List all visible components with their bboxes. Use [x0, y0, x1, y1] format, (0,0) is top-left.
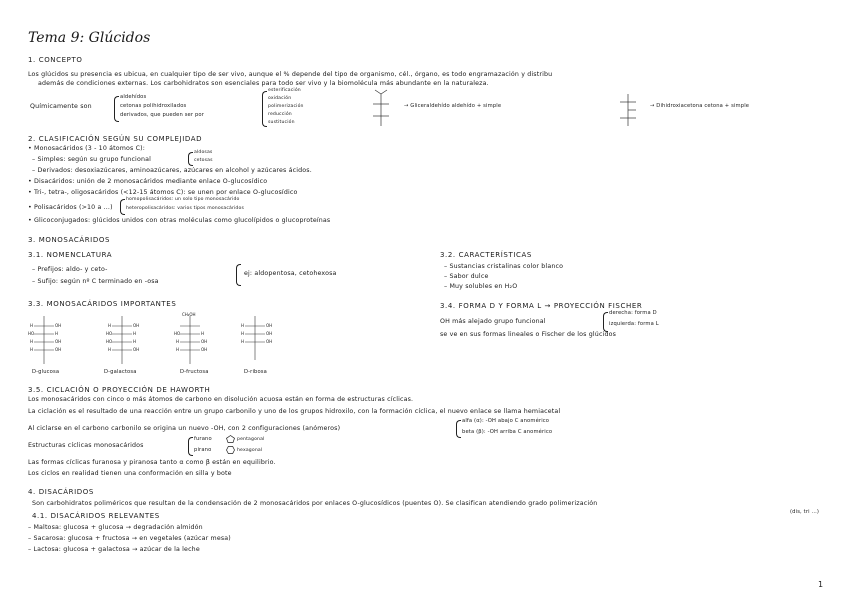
simples-item: cetosas: [194, 158, 213, 163]
clasificacion-line: • Polisacáridos (>10 a ...): [28, 204, 113, 211]
svg-text:OH: OH: [55, 323, 62, 328]
svg-text:OH: OH: [133, 323, 140, 328]
derivado-item: oxidación: [268, 96, 292, 101]
ring-shape-name: pentagonal: [237, 437, 265, 442]
clasificacion-line: – Derivados: desoxiazúcares, aminoazúcares, azúcares en alcohol y azúcares ácidos.: [32, 167, 312, 174]
polisacarido-item: homopolisacáridos: un solo tipo monosacárido: [126, 197, 240, 202]
anomero-item: alfa (α): -OH abajo C anomérico: [462, 418, 550, 424]
quimicamente-item: aldehídos: [120, 94, 147, 100]
svg-text:H: H: [30, 339, 34, 344]
svg-text:H: H: [30, 323, 34, 328]
section-heading-concepto: 1. CONCEPTO: [28, 56, 83, 64]
forma-item: izquierda: forma L: [609, 321, 659, 327]
fischer-structures-drawing: [30, 312, 290, 368]
svg-text:OH: OH: [266, 323, 273, 328]
derivado-item: esterificación: [268, 88, 301, 93]
svg-text:OH: OH: [133, 347, 140, 352]
gliceraldehido-structure-drawing: [365, 92, 397, 128]
gliceraldehido-label: → Gliceraldehído aldehído + simple: [404, 103, 502, 109]
brace: [114, 96, 119, 122]
ciclacion-line: Las formas cíclicas furanosa y piranosa tanto α como β están en equilibrio.: [28, 459, 276, 466]
brace: [603, 312, 608, 332]
monosacarido-label: D-fructosa: [180, 369, 209, 375]
clasificacion-line: – Simples: según su grupo funcional: [32, 156, 152, 163]
ring-type: pirano: [194, 447, 212, 453]
disacaridos-paragraph: Son carbohidratos poliméricos que resultan de la condensación de 2 monosacáridos por enlaces O-glucosídicos (puentes O). Se clasifican atendiendo grado polimerización: [32, 500, 598, 507]
page-title: Tema 9: Glúcidos: [28, 30, 151, 46]
svg-text:HO: HO: [106, 331, 113, 336]
forma-line: se ve en sus formas lineales o Fischer de los glúcidos: [440, 331, 617, 338]
section-heading-disacaridos: 4. DISACÁRIDOS: [28, 488, 94, 496]
clasificacion-line: • Disacáridos: unión de 2 monosacáridos mediante enlace O-glucosídico: [28, 178, 268, 185]
disacarido-item: – Sacarosa: glucosa + fructosa → en vegetales (azúcar mesa): [28, 535, 231, 542]
svg-text:OH: OH: [201, 347, 208, 352]
ring-type: furano: [194, 436, 212, 442]
svg-text:H: H: [241, 323, 245, 328]
monosacarido-label: D-glucosa: [32, 369, 60, 375]
section-heading-clasificacion: 2. CLASIFICACIÓN SEGÚN SU COMPLEJIDAD: [28, 135, 203, 143]
subsection-heading-monosacaridos-importantes: 3.3. MONOSACÁRIDOS IMPORTANTES: [28, 300, 177, 308]
svg-text:H: H: [108, 323, 112, 328]
clasificacion-line: • Monosacáridos (3 - 10 átomos C):: [28, 145, 146, 152]
disacarido-item: – Lactosa: glucosa + galactosa → azúcar de la leche: [28, 546, 200, 553]
svg-text:H: H: [176, 347, 180, 352]
brace: [188, 437, 193, 456]
svg-text:HO: HO: [174, 331, 181, 336]
svg-text:OH: OH: [55, 339, 62, 344]
disacaridos-paragraph-tail: (dis, tri ...): [790, 509, 820, 515]
svg-text:OH: OH: [266, 331, 273, 336]
nomenclatura-example: ej: aldopentosa, cetohexosa: [244, 270, 337, 277]
simples-item: aldosas: [194, 150, 213, 155]
svg-text:H: H: [30, 347, 34, 352]
derivado-item: sustitución: [268, 120, 295, 125]
section-heading-monosacaridos: 3. MONOSACÁRIDOS: [28, 236, 110, 244]
svg-text:OH: OH: [201, 339, 208, 344]
brace: [236, 264, 241, 286]
subsection-heading-forma-d-l: 3.4. FORMA D Y FORMA L → PROYECCIÓN FISCHER: [440, 302, 643, 310]
caracteristica-item: – Muy solubles en H₂O: [444, 283, 518, 290]
disacarido-item: – Maltosa: glucosa + glucosa → degradación almidón: [28, 524, 203, 531]
caracteristica-item: – Sabor dulce: [444, 273, 489, 280]
svg-text:HO: HO: [106, 339, 113, 344]
svg-text:H: H: [241, 331, 245, 336]
ciclacion-line: Al ciclarse en el carbono carbonilo se origina un nuevo -OH, con 2 configuraciones (anómeros): [28, 425, 341, 432]
forma-line: OH más alejado grupo funcional: [440, 318, 546, 325]
ring-shape-name: hexagonal: [237, 448, 263, 453]
polisacarido-item: heteropolisacáridos: varios tipos monosacáridos: [126, 206, 244, 211]
svg-text:H: H: [201, 331, 205, 336]
svg-text:H: H: [176, 339, 180, 344]
monosacarido-label: D-ribosa: [244, 369, 267, 375]
svg-text:OH: OH: [55, 347, 62, 352]
nomenclatura-line: – Sufijo: según nº C terminado en -osa: [32, 278, 159, 285]
svg-text:H: H: [55, 331, 59, 336]
derivado-item: polimerización: [268, 104, 304, 109]
ciclacion-line: La ciclación es el resultado de una reacción entre un grupo carbonilo y uno de los grupos hidroxilo, con la formación cíclica, el nuevo enlace se llama hemiacetal: [28, 408, 561, 415]
svg-text:H: H: [241, 339, 245, 344]
nomenclatura-line: – Prefijos: aldo- y ceto-: [32, 266, 108, 273]
ciclacion-line: Los ciclos en realidad tienen una conformación en silla y bote: [28, 470, 232, 477]
concepto-paragraph-line-1: Los glúcidos su presencia es ubicua, en cualquier tipo de ser vivo, aunque el % depende del tipo de organismo, cél., órgano, es todo engramazación y distribu: [28, 71, 553, 78]
brace: [456, 420, 461, 438]
brace: [188, 152, 193, 166]
caracteristica-item: – Sustancias cristalinas color blanco: [444, 263, 564, 270]
dihidroxiacetona-structure-drawing: [612, 92, 644, 128]
page-number: 1: [818, 580, 824, 589]
pentagon-ring-icon: [226, 435, 235, 443]
dihidroxiacetona-label: → Dihidroxiacetona cetona + simple: [650, 103, 750, 109]
subsection-heading-disacaridos-relevantes: 4.1. DISACÁRIDOS RELEVANTES: [32, 512, 160, 520]
svg-text:CH₂OH: CH₂OH: [182, 312, 196, 317]
subsection-heading-nomenclatura: 3.1. NOMENCLATURA: [28, 251, 113, 259]
svg-text:H: H: [133, 331, 137, 336]
svg-text:HO: HO: [28, 331, 35, 336]
quimicamente-label: Químicamente son: [30, 103, 92, 110]
monosacarido-label: D-galactosa: [104, 369, 137, 375]
brace: [262, 91, 267, 127]
quimicamente-item: derivados, que pueden ser por: [120, 112, 205, 118]
clasificacion-line: • Glicoconjugados: glúcidos unidos con otras moléculas como glucolípidos o glucoproteínas: [28, 217, 331, 224]
anomero-item: beta (β): -OH arriba C anomérico: [462, 429, 553, 435]
brace: [120, 199, 125, 215]
svg-text:OH: OH: [266, 339, 273, 344]
svg-text:H: H: [108, 347, 112, 352]
hexagon-ring-icon: [226, 446, 235, 454]
concepto-paragraph-line-2: además de condiciones externas. Los carbohidratos son esenciales para todo ser vivo y la biomolécula más abundante en la naturaleza.: [38, 80, 489, 87]
subsection-heading-ciclacion: 3.5. CICLACIÓN O PROYECCIÓN DE HAWORTH: [28, 386, 211, 394]
forma-item: derecha: forma D: [609, 310, 657, 316]
quimicamente-item: cetonas polihidroxilados: [120, 103, 187, 109]
derivado-item: reducción: [268, 112, 292, 117]
clasificacion-line: • Tri-, tetra-, oligosacáridos (<12-15 átomos C): se unen por enlace O-glucosídico: [28, 189, 298, 196]
subsection-heading-caracteristicas: 3.2. CARACTERÍSTICAS: [440, 251, 532, 259]
svg-text:H: H: [133, 339, 137, 344]
ciclacion-line: Estructuras cíclicas monosacáridos: [28, 442, 144, 449]
ciclacion-line: Los monosacáridos con cinco o más átomos de carbono en disolución acuosa están en forma de estructuras cíclicas.: [28, 396, 414, 403]
